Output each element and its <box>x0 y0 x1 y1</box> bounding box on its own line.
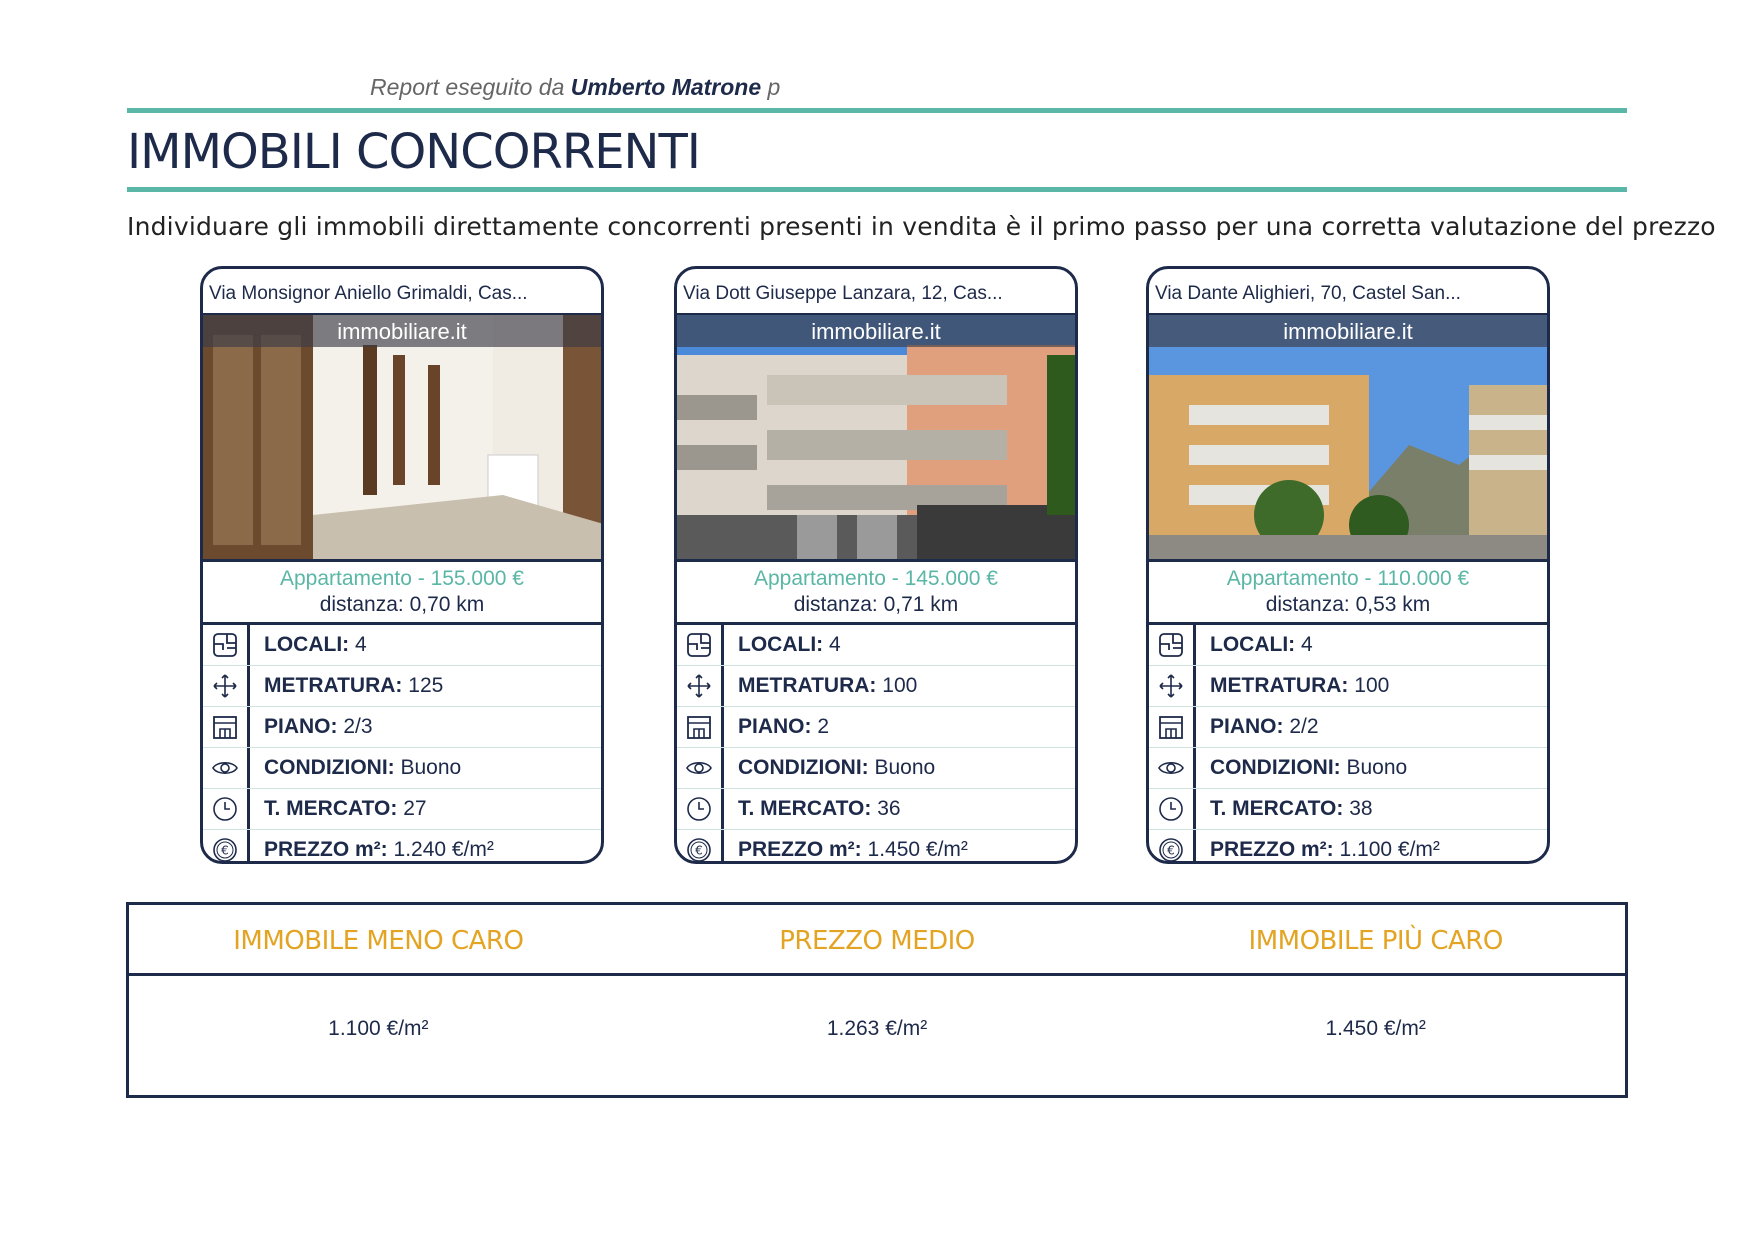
listing-photo <box>203 315 601 559</box>
listing-price: Appartamento - 155.000 € <box>279 567 524 590</box>
listing-price: Appartamento - 110.000 € <box>1226 567 1470 590</box>
listing-distance: distanza: 0,71 km <box>793 593 959 616</box>
floorplan-icon <box>677 625 724 665</box>
value: 4 <box>829 633 841 656</box>
price-block <box>1149 559 1547 625</box>
label: LOCALI: <box>738 633 824 656</box>
value: 27 <box>403 797 427 820</box>
label: T. MERCATO: <box>738 797 872 820</box>
row-mercato <box>203 789 601 830</box>
row-mercato <box>677 789 1075 830</box>
value: 125 <box>408 674 444 697</box>
svg-text:€: € <box>1167 843 1175 858</box>
title-rule <box>127 187 1627 192</box>
value: 1.240 €/m² <box>393 838 494 861</box>
page-title: IMMOBILI CONCORRENTI <box>127 124 700 180</box>
euro-icon <box>203 830 250 864</box>
floorplan-icon <box>203 625 250 665</box>
label: CONDIZIONI: <box>738 756 869 779</box>
value-min: 1.100 €/m² <box>328 1017 429 1040</box>
report-prefix: Report eseguito da <box>370 74 565 100</box>
header-min: IMMOBILE MENO CARO <box>233 926 524 956</box>
report-attribution <box>370 74 780 101</box>
row-locali <box>677 625 1075 666</box>
summary-value-row <box>129 976 1625 1098</box>
value: 2/3 <box>343 715 373 738</box>
floorplan-icon <box>1149 625 1196 665</box>
value-max: 1.450 €/m² <box>1325 1017 1426 1040</box>
report-author: Umberto Matrone <box>570 74 762 100</box>
label: METRATURA: <box>264 674 403 697</box>
value: 1.450 €/m² <box>867 838 968 861</box>
clock-icon <box>677 789 724 829</box>
value: 100 <box>882 674 918 697</box>
price-summary-table <box>126 902 1628 1098</box>
listing-address: Via Monsignor Aniello Grimaldi, Cas... <box>203 269 601 315</box>
label: T. MERCATO: <box>1210 797 1344 820</box>
summary-header-row <box>129 905 1625 976</box>
value: 38 <box>1349 797 1373 820</box>
value: 4 <box>1301 633 1313 656</box>
value: 36 <box>877 797 901 820</box>
listing-distance: distanza: 0,70 km <box>319 593 485 616</box>
label: PREZZO m²: <box>264 838 388 861</box>
svg-text:€: € <box>221 843 229 858</box>
report-suffix: p <box>767 74 781 100</box>
building-icon <box>677 707 724 747</box>
row-piano <box>1149 707 1547 748</box>
value: 2/2 <box>1289 715 1319 738</box>
label: PIANO: <box>1210 715 1284 738</box>
listing-card[interactable] <box>1146 266 1550 864</box>
eye-icon <box>677 748 724 788</box>
label: PREZZO m²: <box>1210 838 1334 861</box>
value: Buono <box>874 756 936 779</box>
row-metratura <box>677 666 1075 707</box>
watermark: immobiliare.it <box>677 315 1075 347</box>
intro-text: Individuare gli immobili direttamente concorrenti presenti in vendita è il primo passo per una corretta valutazione del prezzo <box>127 212 1716 241</box>
row-prezzo <box>203 830 601 864</box>
row-prezzo <box>1149 830 1547 864</box>
row-metratura <box>203 666 601 707</box>
value: 4 <box>355 633 367 656</box>
listing-photo <box>1149 315 1547 559</box>
move-arrows-icon <box>203 666 250 706</box>
label: PIANO: <box>738 715 812 738</box>
listing-photo <box>677 315 1075 559</box>
move-arrows-icon <box>1149 666 1196 706</box>
value-avg: 1.263 €/m² <box>826 1017 928 1040</box>
label: PIANO: <box>264 715 338 738</box>
listing-card[interactable] <box>674 266 1078 864</box>
euro-icon <box>1149 830 1196 864</box>
row-condizioni <box>1149 748 1547 789</box>
label: CONDIZIONI: <box>264 756 395 779</box>
listing-address: Via Dante Alighieri, 70, Castel San... <box>1149 269 1547 315</box>
header-avg: PREZZO MEDIO <box>779 926 975 956</box>
label: LOCALI: <box>264 633 350 656</box>
watermark: immobiliare.it <box>203 315 601 347</box>
price-block <box>677 559 1075 625</box>
row-piano <box>677 707 1075 748</box>
row-locali <box>1149 625 1547 666</box>
watermark: immobiliare.it <box>1149 315 1547 347</box>
value: 1.100 €/m² <box>1339 838 1440 861</box>
row-condizioni <box>203 748 601 789</box>
listing-price: Appartamento - 145.000 € <box>753 567 998 590</box>
value: Buono <box>1346 756 1408 779</box>
building-icon <box>203 707 250 747</box>
label: LOCALI: <box>1210 633 1296 656</box>
row-prezzo <box>677 830 1075 864</box>
listing-address: Via Dott Giuseppe Lanzara, 12, Cas... <box>677 269 1075 315</box>
label: METRATURA: <box>738 674 877 697</box>
value: 100 <box>1354 674 1390 697</box>
label: PREZZO m²: <box>738 838 862 861</box>
header-max: IMMOBILE PIÙ CARO <box>1248 926 1503 956</box>
row-piano <box>203 707 601 748</box>
eye-icon <box>1149 748 1196 788</box>
clock-icon <box>1149 789 1196 829</box>
listing-distance: distanza: 0,53 km <box>1265 593 1431 616</box>
clock-icon <box>203 789 250 829</box>
row-condizioni <box>677 748 1075 789</box>
row-mercato <box>1149 789 1547 830</box>
euro-icon <box>677 830 724 864</box>
price-block <box>203 559 601 625</box>
value: 2 <box>817 715 830 738</box>
row-metratura <box>1149 666 1547 707</box>
eye-icon <box>203 748 250 788</box>
building-icon <box>1149 707 1196 747</box>
value: Buono <box>400 756 462 779</box>
svg-text:€: € <box>695 843 703 858</box>
row-locali <box>203 625 601 666</box>
label: METRATURA: <box>1210 674 1349 697</box>
label: CONDIZIONI: <box>1210 756 1341 779</box>
top-rule <box>127 108 1627 113</box>
move-arrows-icon <box>677 666 724 706</box>
listing-card[interactable] <box>200 266 604 864</box>
label: T. MERCATO: <box>264 797 398 820</box>
